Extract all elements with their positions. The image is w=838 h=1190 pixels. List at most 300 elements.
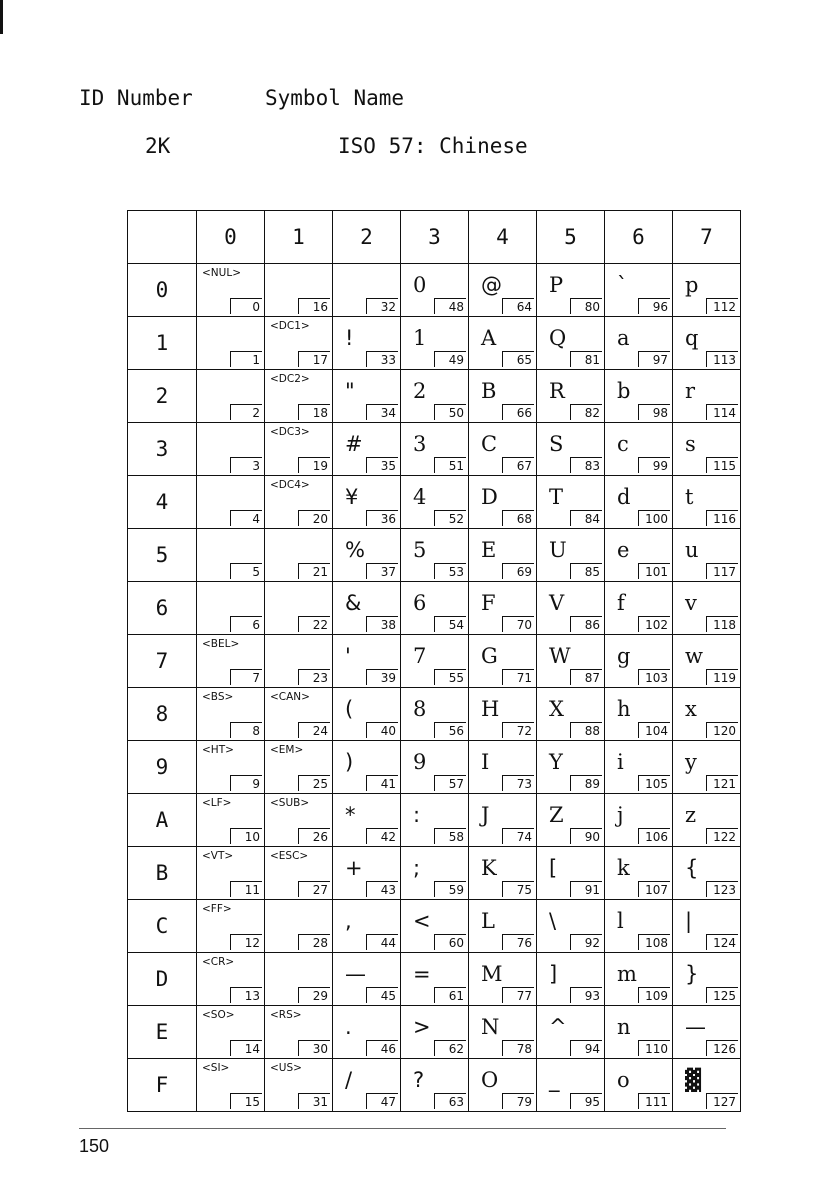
decimal-code: 86	[570, 616, 602, 632]
character-glyph: v	[685, 591, 697, 615]
character-cell	[333, 1006, 401, 1059]
character-glyph: \	[549, 909, 557, 933]
decimal-code: 102	[638, 616, 670, 632]
decimal-code: 55	[434, 669, 466, 685]
character-cell	[265, 317, 333, 370]
character-cell	[333, 423, 401, 476]
decimal-code: 46	[366, 1040, 398, 1056]
decimal-code: 93	[570, 987, 602, 1003]
decimal-code: 28	[298, 934, 330, 950]
decimal-code: 21	[298, 563, 330, 579]
character-cell	[673, 529, 741, 582]
character-cell	[537, 582, 605, 635]
character-cell	[469, 794, 537, 847]
control-code-label: <SUB>	[270, 797, 310, 809]
control-code-label: <CAN>	[270, 691, 310, 703]
page-number: 150	[79, 1136, 110, 1156]
character-glyph: }	[685, 962, 699, 986]
character-cell	[469, 1059, 537, 1112]
decimal-code: 89	[570, 775, 602, 791]
character-cell	[333, 794, 401, 847]
character-cell	[673, 847, 741, 900]
character-cell	[469, 847, 537, 900]
character-glyph: I	[481, 750, 490, 774]
character-glyph: .	[345, 1015, 352, 1039]
column-header: 4	[469, 211, 537, 264]
character-glyph: y	[685, 750, 697, 774]
table-row	[128, 1059, 741, 1112]
decimal-code: 77	[502, 987, 534, 1003]
character-glyph: |	[685, 909, 693, 933]
character-cell	[197, 264, 265, 317]
decimal-code: 8	[230, 722, 262, 738]
decimal-code: 26	[298, 828, 330, 844]
character-glyph: Q	[549, 326, 567, 350]
character-glyph: 9	[413, 750, 427, 774]
decimal-code: 116	[706, 510, 738, 526]
character-glyph: e	[617, 538, 630, 562]
character-cell	[333, 582, 401, 635]
row-header: 5	[128, 529, 197, 582]
decimal-code: 49	[434, 351, 466, 367]
character-cell	[333, 264, 401, 317]
decimal-code: 120	[706, 722, 738, 738]
character-cell	[401, 953, 469, 1006]
decimal-code: 59	[434, 881, 466, 897]
character-glyph: +	[345, 856, 363, 880]
decimal-code: 92	[570, 934, 602, 950]
decimal-code: 19	[298, 457, 330, 473]
decimal-code: 39	[366, 669, 398, 685]
character-cell	[265, 264, 333, 317]
character-cell	[401, 1006, 469, 1059]
character-glyph: g	[617, 644, 631, 668]
character-glyph: >	[413, 1015, 431, 1039]
row-header: B	[128, 847, 197, 900]
character-glyph: a	[617, 326, 630, 350]
decimal-code: 84	[570, 510, 602, 526]
control-code-label: <BS>	[202, 691, 234, 703]
character-cell	[673, 423, 741, 476]
character-cell	[197, 688, 265, 741]
character-cell	[537, 635, 605, 688]
character-cell	[537, 423, 605, 476]
character-glyph: D	[481, 485, 498, 509]
decimal-code: 125	[706, 987, 738, 1003]
decimal-code: 76	[502, 934, 534, 950]
character-glyph: z	[685, 803, 697, 827]
character-glyph: p	[685, 273, 699, 297]
character-glyph: ▓	[685, 1068, 702, 1092]
table-row	[128, 264, 741, 317]
decimal-code: 95	[570, 1093, 602, 1109]
decimal-code: 90	[570, 828, 602, 844]
row-header: 8	[128, 688, 197, 741]
decimal-code: 6	[230, 616, 262, 632]
row-header: 0	[128, 264, 197, 317]
character-glyph: m	[617, 962, 637, 986]
column-header-row	[128, 211, 741, 264]
decimal-code: 43	[366, 881, 398, 897]
character-glyph: *	[345, 803, 356, 827]
character-cell	[197, 794, 265, 847]
control-code-label: <SI>	[202, 1062, 230, 1074]
decimal-code: 41	[366, 775, 398, 791]
character-cell	[401, 1059, 469, 1112]
decimal-code: 5	[230, 563, 262, 579]
character-glyph: l	[617, 909, 624, 933]
character-cell	[197, 741, 265, 794]
character-glyph: {	[685, 856, 699, 880]
character-cell	[469, 423, 537, 476]
decimal-code: 64	[502, 298, 534, 314]
character-cell	[401, 582, 469, 635]
decimal-code: 118	[706, 616, 738, 632]
decimal-code: 104	[638, 722, 670, 738]
character-glyph: [	[549, 856, 558, 880]
control-code-label: <DC1>	[270, 320, 310, 332]
control-code-label: <RS>	[270, 1009, 302, 1021]
decimal-code: 51	[434, 457, 466, 473]
decimal-code: 69	[502, 563, 534, 579]
decimal-code: 4	[230, 510, 262, 526]
control-code-label: <EM>	[270, 744, 304, 756]
decimal-code: 32	[366, 298, 398, 314]
decimal-code: 75	[502, 881, 534, 897]
character-cell	[265, 688, 333, 741]
character-cell	[605, 953, 673, 1006]
decimal-code: 53	[434, 563, 466, 579]
character-cell	[333, 953, 401, 1006]
decimal-code: 124	[706, 934, 738, 950]
character-cell	[673, 794, 741, 847]
row-header: A	[128, 794, 197, 847]
character-glyph: K	[481, 856, 497, 880]
character-cell	[605, 476, 673, 529]
decimal-code: 67	[502, 457, 534, 473]
character-cell	[605, 370, 673, 423]
decimal-code: 74	[502, 828, 534, 844]
decimal-code: 81	[570, 351, 602, 367]
character-code-table	[127, 210, 741, 1112]
decimal-code: 101	[638, 563, 670, 579]
table-row	[128, 370, 741, 423]
character-cell	[469, 582, 537, 635]
decimal-code: 30	[298, 1040, 330, 1056]
decimal-code: 9	[230, 775, 262, 791]
decimal-code: 54	[434, 616, 466, 632]
control-code-label: <CR>	[202, 956, 235, 968]
character-glyph: ,	[345, 909, 352, 933]
decimal-code: 1	[230, 351, 262, 367]
character-cell	[333, 847, 401, 900]
character-cell	[469, 953, 537, 1006]
character-glyph: t	[685, 485, 694, 509]
footer-rule	[79, 1128, 726, 1129]
character-cell	[537, 264, 605, 317]
character-glyph: ^	[549, 1015, 567, 1039]
character-glyph: 2	[413, 379, 427, 403]
decimal-code: 106	[638, 828, 670, 844]
character-glyph: F	[481, 591, 496, 615]
decimal-code: 11	[230, 881, 262, 897]
character-glyph: Z	[549, 803, 564, 827]
character-glyph: o	[617, 1068, 630, 1092]
character-cell	[605, 688, 673, 741]
row-header: 4	[128, 476, 197, 529]
character-cell	[537, 741, 605, 794]
character-glyph: !	[345, 326, 354, 350]
character-glyph: G	[481, 644, 498, 668]
row-header: 3	[128, 423, 197, 476]
decimal-code: 24	[298, 722, 330, 738]
character-cell	[673, 635, 741, 688]
table-row	[128, 794, 741, 847]
decimal-code: 42	[366, 828, 398, 844]
decimal-code: 10	[230, 828, 262, 844]
decimal-code: 109	[638, 987, 670, 1003]
control-code-label: <NUL>	[202, 267, 241, 279]
character-glyph: B	[481, 379, 497, 403]
character-glyph: E	[481, 538, 497, 562]
character-cell	[537, 900, 605, 953]
character-glyph: ¥	[345, 485, 359, 509]
character-glyph: ;	[413, 856, 421, 880]
decimal-code: 62	[434, 1040, 466, 1056]
decimal-code: 72	[502, 722, 534, 738]
character-glyph: w	[685, 644, 703, 668]
decimal-code: 107	[638, 881, 670, 897]
character-glyph: :	[413, 803, 421, 827]
character-cell	[401, 635, 469, 688]
character-glyph: <	[413, 909, 431, 933]
decimal-code: 31	[298, 1093, 330, 1109]
character-cell	[333, 688, 401, 741]
table-row	[128, 582, 741, 635]
character-cell	[197, 1059, 265, 1112]
character-glyph: T	[549, 485, 564, 509]
decimal-code: 103	[638, 669, 670, 685]
character-glyph: n	[617, 1015, 631, 1039]
character-cell	[605, 317, 673, 370]
decimal-code: 16	[298, 298, 330, 314]
decimal-code: 122	[706, 828, 738, 844]
table-row	[128, 317, 741, 370]
character-cell	[469, 317, 537, 370]
character-glyph: 7	[413, 644, 427, 668]
table-row	[128, 476, 741, 529]
character-glyph: &	[345, 591, 362, 615]
character-glyph: N	[481, 1015, 500, 1039]
decimal-code: 66	[502, 404, 534, 420]
character-glyph: c	[617, 432, 629, 456]
decimal-code: 56	[434, 722, 466, 738]
row-header: 7	[128, 635, 197, 688]
character-glyph: =	[413, 962, 431, 986]
character-cell	[197, 423, 265, 476]
character-cell	[605, 423, 673, 476]
character-cell	[673, 741, 741, 794]
id-number-label: ID Number	[79, 86, 193, 110]
row-header: D	[128, 953, 197, 1006]
character-cell	[197, 900, 265, 953]
character-cell	[605, 900, 673, 953]
character-glyph: —	[345, 962, 366, 986]
decimal-code: 22	[298, 616, 330, 632]
decimal-code: 114	[706, 404, 738, 420]
character-glyph: '	[345, 644, 351, 668]
decimal-code: 47	[366, 1093, 398, 1109]
character-cell	[265, 953, 333, 1006]
decimal-code: 127	[706, 1093, 738, 1109]
decimal-code: 115	[706, 457, 738, 473]
symbol-name-value: ISO 57: Chinese	[338, 134, 528, 158]
decimal-code: 38	[366, 616, 398, 632]
control-code-label: <FF>	[202, 903, 232, 915]
character-cell	[605, 635, 673, 688]
character-glyph: L	[481, 909, 495, 933]
decimal-code: 78	[502, 1040, 534, 1056]
decimal-code: 0	[230, 298, 262, 314]
row-header: 6	[128, 582, 197, 635]
column-header: 2	[333, 211, 401, 264]
character-glyph: q	[685, 326, 699, 350]
decimal-code: 23	[298, 669, 330, 685]
row-header: 9	[128, 741, 197, 794]
character-cell	[401, 741, 469, 794]
decimal-code: 97	[638, 351, 670, 367]
character-glyph: M	[481, 962, 503, 986]
decimal-code: 33	[366, 351, 398, 367]
character-cell	[265, 900, 333, 953]
character-cell	[197, 953, 265, 1006]
character-cell	[333, 635, 401, 688]
column-header: 3	[401, 211, 469, 264]
decimal-code: 88	[570, 722, 602, 738]
character-cell	[537, 1006, 605, 1059]
row-header: E	[128, 1006, 197, 1059]
character-cell	[197, 317, 265, 370]
character-cell	[401, 847, 469, 900]
character-glyph: "	[345, 379, 355, 403]
character-cell	[469, 741, 537, 794]
character-cell	[537, 1059, 605, 1112]
character-cell	[537, 847, 605, 900]
table-row	[128, 741, 741, 794]
table-row	[128, 423, 741, 476]
id-number-value: 2K	[145, 134, 171, 158]
decimal-code: 98	[638, 404, 670, 420]
table-row	[128, 688, 741, 741]
character-cell	[401, 794, 469, 847]
character-glyph: j	[617, 803, 624, 827]
control-code-label: <VT>	[202, 850, 234, 862]
control-code-label: <SO>	[202, 1009, 235, 1021]
column-header: 0	[197, 211, 265, 264]
character-cell	[673, 370, 741, 423]
character-cell	[265, 741, 333, 794]
column-header: 7	[673, 211, 741, 264]
character-cell	[605, 529, 673, 582]
character-glyph: ]	[549, 962, 558, 986]
decimal-code: 18	[298, 404, 330, 420]
character-glyph: )	[345, 750, 354, 774]
character-glyph: `	[617, 273, 628, 297]
character-cell	[469, 688, 537, 741]
decimal-code: 25	[298, 775, 330, 791]
symbol-name-label: Symbol Name	[265, 86, 405, 110]
decimal-code: 111	[638, 1093, 670, 1109]
character-cell	[469, 476, 537, 529]
column-header: 5	[537, 211, 605, 264]
table-row	[128, 635, 741, 688]
decimal-code: 112	[706, 298, 738, 314]
character-cell	[197, 370, 265, 423]
character-glyph: 5	[413, 538, 427, 562]
character-cell	[197, 476, 265, 529]
character-cell	[673, 1006, 741, 1059]
character-glyph: H	[481, 697, 500, 721]
table-row	[128, 529, 741, 582]
character-cell	[333, 476, 401, 529]
character-glyph: 6	[413, 591, 427, 615]
character-glyph: 8	[413, 697, 427, 721]
character-glyph: 4	[413, 485, 427, 509]
character-cell	[537, 688, 605, 741]
character-glyph: x	[685, 697, 697, 721]
decimal-code: 117	[706, 563, 738, 579]
character-cell	[605, 847, 673, 900]
column-header: 6	[605, 211, 673, 264]
row-header: C	[128, 900, 197, 953]
character-glyph: i	[617, 750, 624, 774]
character-glyph: 0	[413, 273, 427, 297]
decimal-code: 27	[298, 881, 330, 897]
decimal-code: 99	[638, 457, 670, 473]
table-row	[128, 1006, 741, 1059]
character-glyph: /	[345, 1068, 353, 1092]
decimal-code: 34	[366, 404, 398, 420]
character-cell	[605, 794, 673, 847]
character-cell	[673, 582, 741, 635]
character-glyph: V	[549, 591, 565, 615]
decimal-code: 40	[366, 722, 398, 738]
control-code-label: <US>	[270, 1062, 302, 1074]
character-cell	[673, 688, 741, 741]
decimal-code: 82	[570, 404, 602, 420]
decimal-code: 110	[638, 1040, 670, 1056]
character-cell	[673, 264, 741, 317]
character-cell	[673, 1059, 741, 1112]
character-glyph: _	[549, 1068, 560, 1092]
character-cell	[537, 317, 605, 370]
character-cell	[469, 900, 537, 953]
decimal-code: 29	[298, 987, 330, 1003]
table-row	[128, 953, 741, 1006]
character-glyph: W	[549, 644, 571, 668]
character-cell	[265, 635, 333, 688]
character-glyph: A	[481, 326, 497, 350]
character-cell	[265, 582, 333, 635]
character-cell	[401, 423, 469, 476]
table-row	[128, 900, 741, 953]
character-glyph: O	[481, 1068, 499, 1092]
character-glyph: —	[685, 1015, 706, 1039]
decimal-code: 45	[366, 987, 398, 1003]
character-cell	[265, 1006, 333, 1059]
decimal-code: 52	[434, 510, 466, 526]
character-cell	[605, 741, 673, 794]
